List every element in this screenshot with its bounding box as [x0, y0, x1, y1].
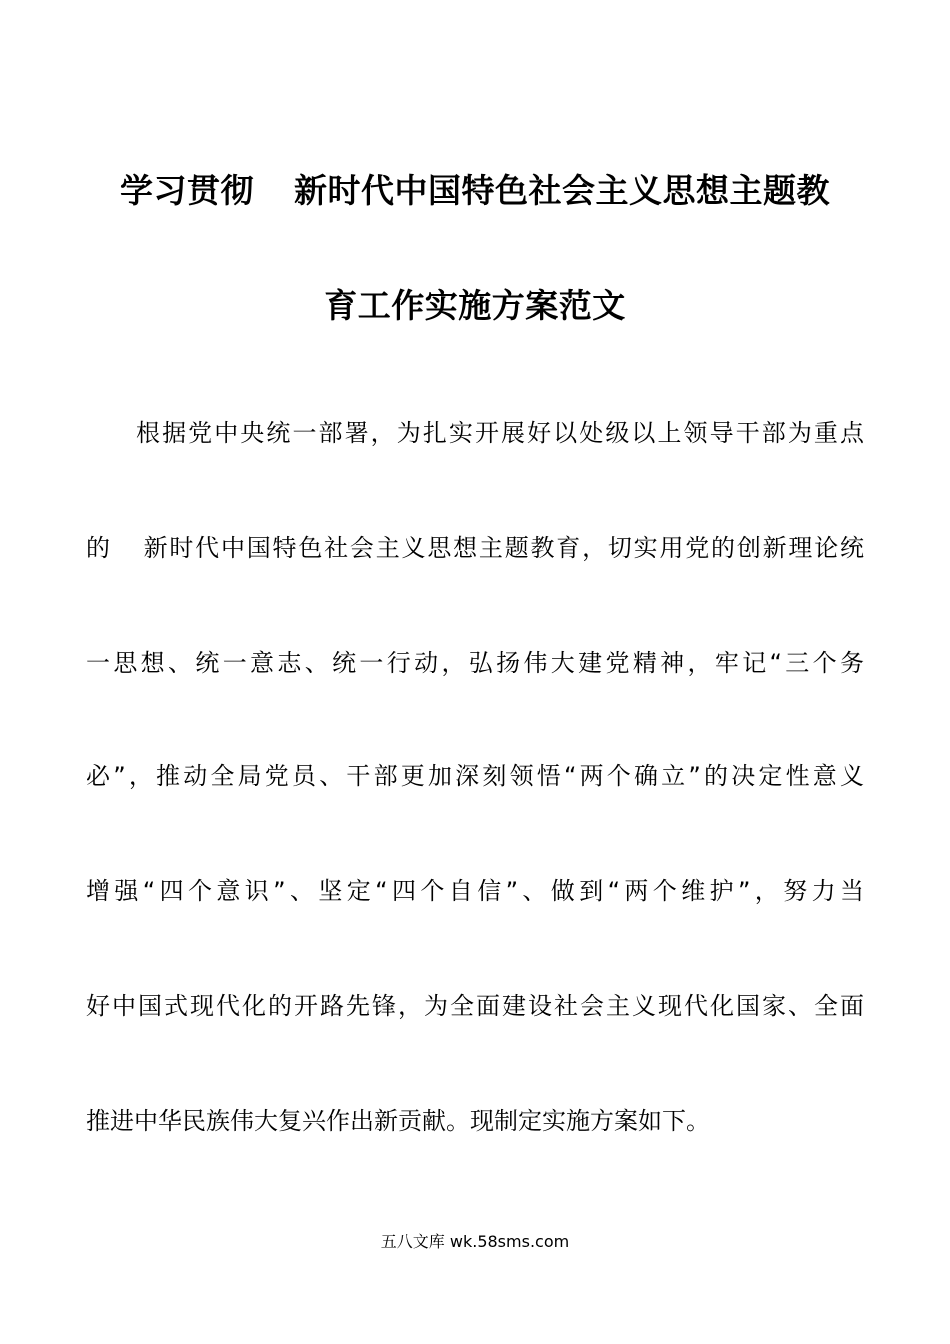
- paragraph-line-4: 必”，推动全局党员、干部更加深刻领悟“两个确立”的决定性意义: [86, 762, 864, 790]
- document-title-line-2: 育工作实施方案范文: [324, 286, 626, 325]
- paragraph-line-5: 增强“四个意识”、坚定“四个自信”、做到“两个维护”，努力当: [86, 877, 864, 905]
- paragraph-line-2-rest: 新时代中国特色社会主义思想主题教育，切实用党的创新理论统: [141, 534, 865, 562]
- title-part-1: 学习贯彻: [120, 171, 254, 210]
- document-title-line-1: [0, 165, 950, 212]
- paragraph-line-2: [86, 532, 864, 564]
- paragraph-line-1: 根据党中央统一部署，为扎实开展好以处级以上领导干部为重点: [136, 419, 864, 447]
- page-footer: 五八文库 wk.58sms.com: [380, 1232, 570, 1251]
- paragraph-line-7: 推进中华民族伟大复兴作出新贡献。现制定实施方案如下。: [86, 1107, 710, 1135]
- paragraph-line-2-start: 的: [86, 534, 112, 562]
- title-part-2: 新时代中国特色社会主义思想主题教: [294, 171, 830, 210]
- paragraph-line-3: 一思想、统一意志、统一行动，弘扬伟大建党精神，牢记“三个务: [86, 649, 864, 677]
- paragraph-line-6: 好中国式现代化的开路先锋，为全面建设社会主义现代化国家、全面: [86, 992, 864, 1020]
